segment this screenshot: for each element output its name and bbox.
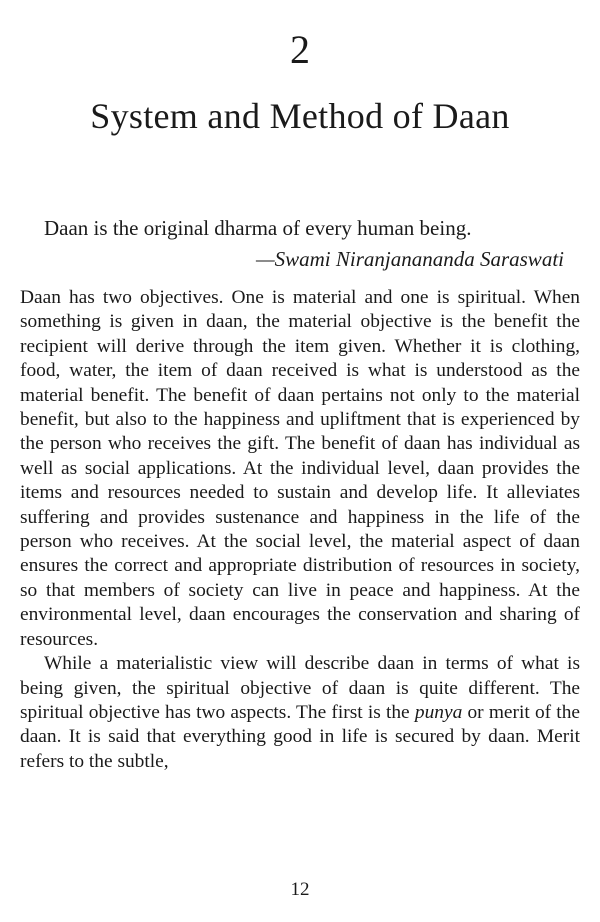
paragraph-1: Daan has two objectives. One is material and one is spiritual. When something is given in daan, the material objective is the benefit the recipient will derive through the item given. Whether it is clothing, food, water, the item of daan received is what is understood as the material benefit. The benefit of daan pertains not only to the material benefit, but also to the happiness and upliftment that is experienced by the person who receives the gift. The benefit of daan has individual as well as social applications. At the individual level, daan provides the items and resources needed to sustain and develop life. It alleviates suffering and provides sustenance and happiness in the life of the person who receives. At the social level, the material aspect of daan ensures the correct and appropriate distribution of resources in society, so that members of society can live in peace and happiness. At the environmental level, daan encourages the conservation and sharing of resources. — [20, 287, 580, 650]
epigraph-attribution: —Swami Niranjanananda Saraswati — [255, 247, 564, 271]
italic-term-punya: punya — [414, 701, 463, 723]
body-text — [20, 286, 580, 774]
chapter-title: System and Method of Daan — [90, 96, 510, 136]
chapter-number: 2 — [290, 27, 310, 72]
page-number: 12 — [290, 879, 310, 900]
epigraph — [44, 214, 564, 274]
paragraph-2-end: or merit of the daan. It is said that everything good in life is secured by daan. Merit refers to the subtle, — [20, 701, 580, 772]
epigraph-quote: Daan is the original dharma of every human being. — [44, 216, 472, 240]
paragraph-2-start: While a materialistic view will describe daan in terms of what is being given, the spiritual objective of daan is quite different. The spiritual objective has two aspects. The first is the — [20, 653, 580, 723]
paragraph-2 — [20, 652, 580, 774]
